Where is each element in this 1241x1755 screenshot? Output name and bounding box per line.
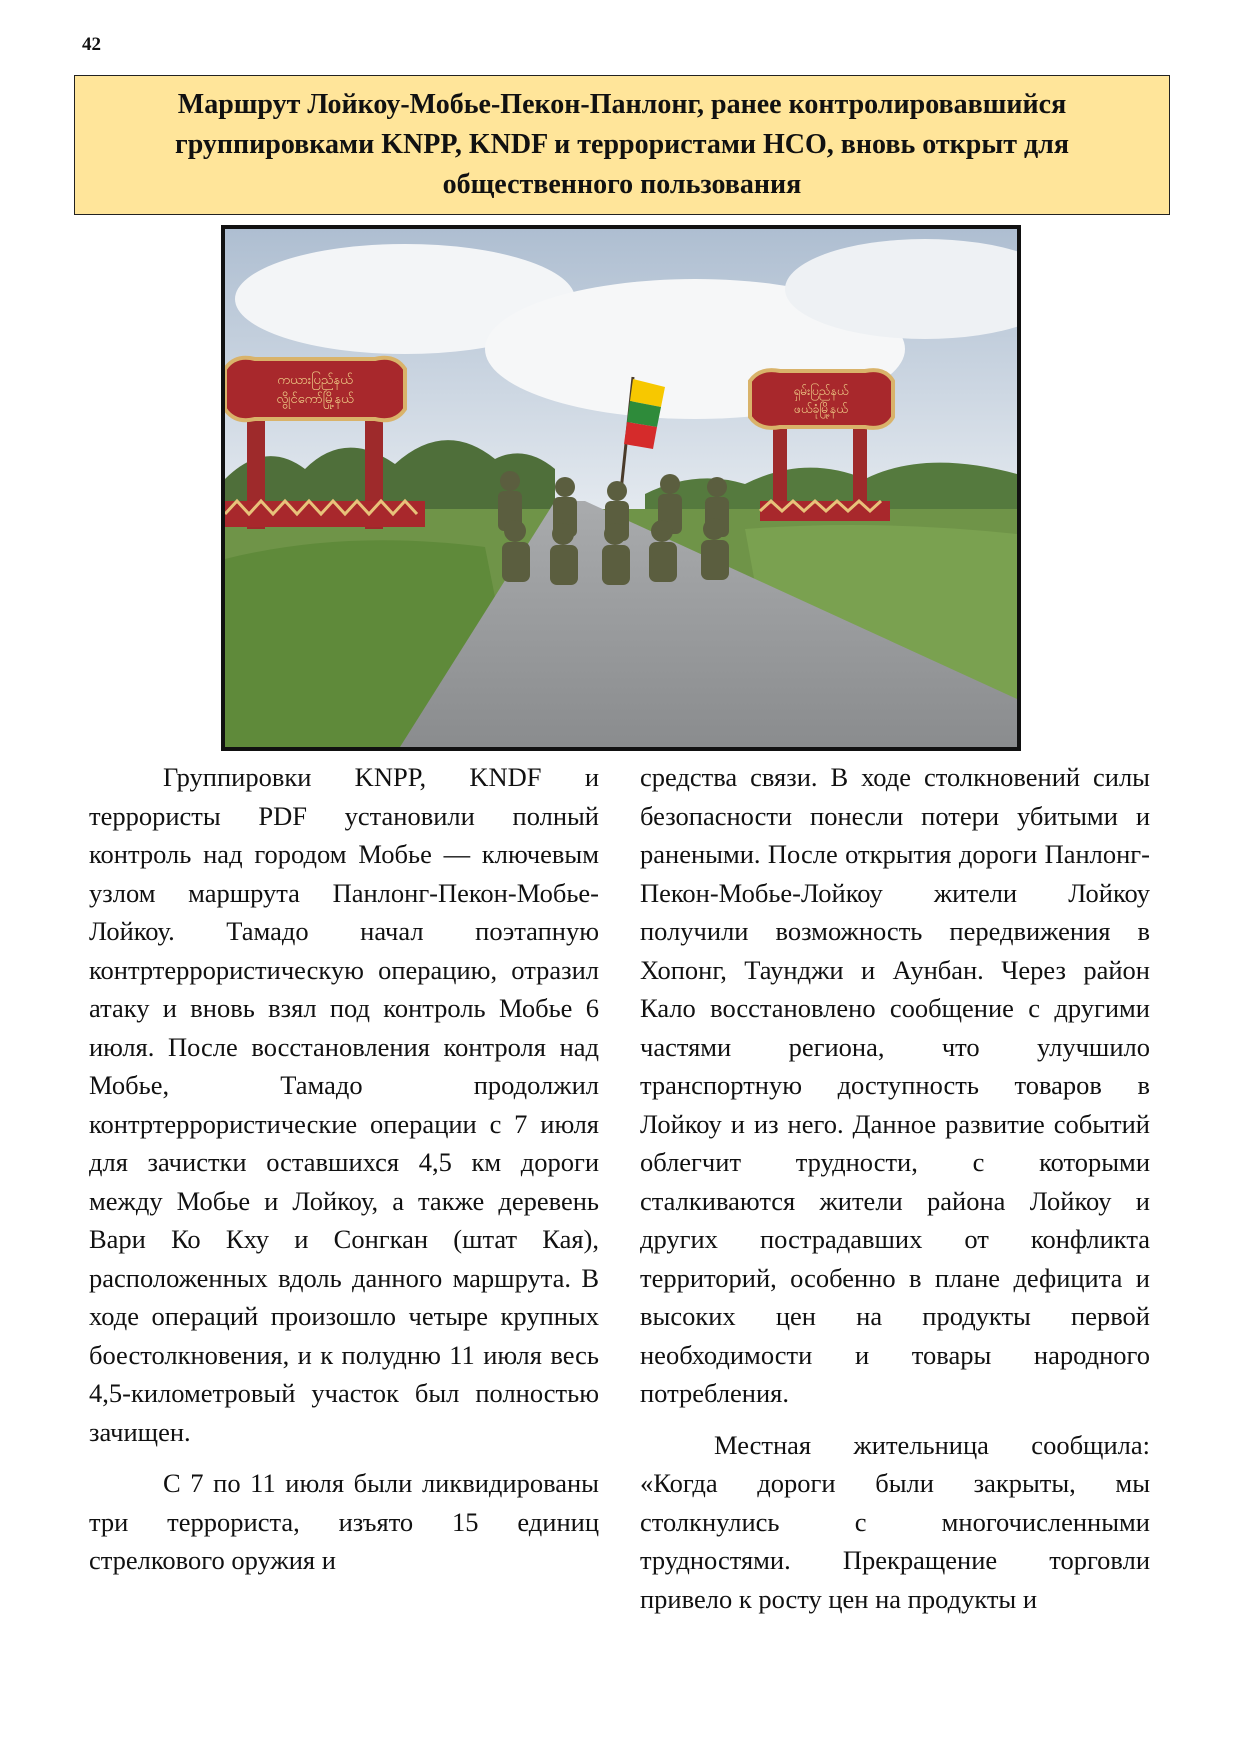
headline-line-1: Маршрут Лойкоу-Мобье-Пекон-Панлонг, ранее контролировавшийся: [177, 89, 1067, 120]
article-column-left: [89, 758, 599, 1580]
headline-line-3: общественного пользования: [442, 169, 802, 200]
left-sign-text-2: လွိုင်ကော်မြို့နယ်: [276, 392, 354, 407]
left-sign-text-1: ကယားပြည်နယ်: [277, 373, 353, 388]
page-number: 42: [82, 34, 101, 55]
right-sign-text-2: ဖယ်ခုံမြို့နယ်: [794, 402, 848, 416]
right-sign-text-1: ရှမ်းပြည်နယ်: [793, 384, 849, 398]
paragraph: средства связи. В ходе столкновений силы безопасности понесли потери убитыми и ранеными. После открытия дороги Панлонг-Пекон-Мобье-Лойкоу жители Лойкоу получили возможность передвижения в Хопонг, Таунджи и Аунбан. Через район Кало восстановлено сообщение с другими частями региона, что улучшило транспортную доступность товаров в Лойкоу и из него. Данное развитие событий облегчит трудности, с которыми сталкиваются жители района Лойкоу и других пострадавших от конфликта территорий, особенно в плане дефицита и высоких цен на продукты первой необходимости и товары народного потребления.: [640, 762, 1150, 1408]
headline-line-2: группировками KNPP, KNDF и террористами НСО, вновь открыт для: [174, 129, 1070, 160]
headline-box: [74, 75, 1170, 215]
article-column-right: [640, 758, 1150, 1618]
paragraph: С 7 по 11 июля были ликвидированы три террориста, изъято 15 единиц стрелкового оружия и: [89, 1468, 599, 1575]
paragraph: Местная жительница сообщила: «Когда дороги были закрыты, мы столкнулись с многочисленными трудностями. Прекращение торговли привело к росту цен на продукты и: [640, 1429, 1150, 1614]
article-photo: [221, 225, 1021, 751]
paragraph: Группировки KNPP, KNDF и террористы PDF установили полный контроль над городом Мобье — ключевым узлом маршрута Панлонг-Пекон-Мобье-Лойкоу. Тамадо начал поэтапную контртеррористическую операцию, отразил атаку и вновь взял под контроль Мобье 6 июля. После восстановления контроля над Мобье, Тамадо продолжил контртеррористические операции с 7 июля для зачистки оставшихся 4,5 км дороги между Мобье и Лойкоу, а также деревень Вари Ко Кху и Сонгкан (штат Кая), расположенных вдоль данного маршрута. В ходе операций произошло четыре крупных боестолкновения, и к полудню 11 июля весь 4,5-километровый участок был полностью зачищен.: [89, 762, 599, 1447]
